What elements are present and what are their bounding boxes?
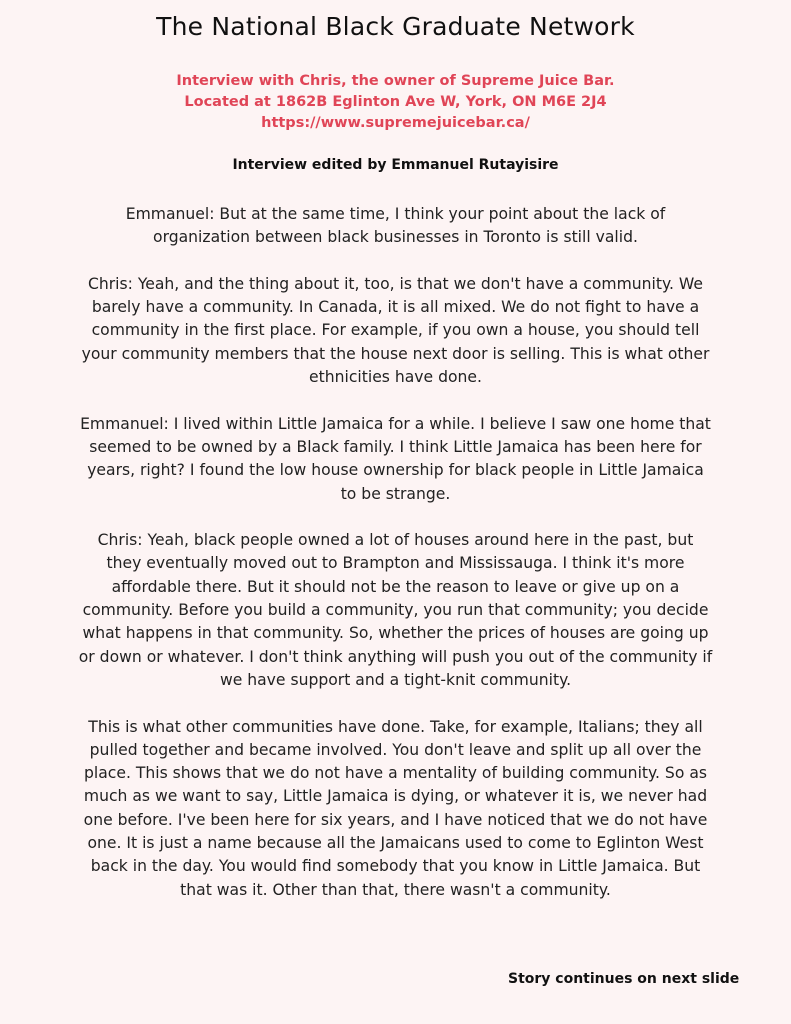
intro-line-address: Located at 1862B Eglinton Ave W, York, ON M6E 2J4 [184, 94, 607, 110]
intro-line-subject: Interview with Chris, the owner of Supreme Juice Bar. [176, 73, 615, 89]
interview-intro [0, 71, 791, 134]
page-title: The National Black Graduate Network [156, 12, 635, 41]
paragraph: Chris: Yeah, black people owned a lot of houses around here in the past, but they eventually moved out to Brampton and Mississauga. I think it's more affordable there. But it should not be the reason to leave or give up on a community. Before you build a community, you run that community; you decide what happens in that community. So, whether the prices of houses are going up or down or whatever. I don't think anything will push you out of the community if we have support and a tight-knit community. [78, 531, 713, 689]
editor-credit: Interview edited by Emmanuel Rutayisire [232, 157, 559, 173]
continue-note: Story continues on next slide [508, 971, 740, 987]
paragraph: Emmanuel: But at the same time, I think your point about the lack of organization between black businesses in Toronto is still valid. [125, 205, 666, 247]
paragraph: This is what other communities have done. Take, for example, Italians; they all pulled together and became involved. You don't leave and split up all over the place. This shows that we do not have a mentality of building community. So as much as we want to say, Little Jamaica is dying, or whatever it is, we never had one before. I've been here for six years, and I have noticed that we do not have one. It is just a name because all the Jamaicans used to come to Eglinton West back in the day. You would find somebody that you know in Little Jamaica. But that was it. Other than that, there wasn't a community. [83, 717, 708, 899]
paragraph: Chris: Yeah, and the thing about it, too, is that we don't have a community. We barely have a community. In Canada, it is all mixed. We do not fight to have a community in the first place. For example, if you own a house, you should tell your community members that the house next door is selling. This is what other ethnicities have done. [81, 274, 710, 387]
intro-line-website[interactable]: https://www.supremejuicebar.ca/ [261, 115, 530, 131]
paragraph: Emmanuel: I lived within Little Jamaica for a while. I believe I saw one home that seemed to be owned by a Black family. I think Little Jamaica has been here for years, right? I found the low house ownership for black people in Little Jamaica to be strange. [80, 414, 711, 503]
interview-body [78, 203, 713, 925]
